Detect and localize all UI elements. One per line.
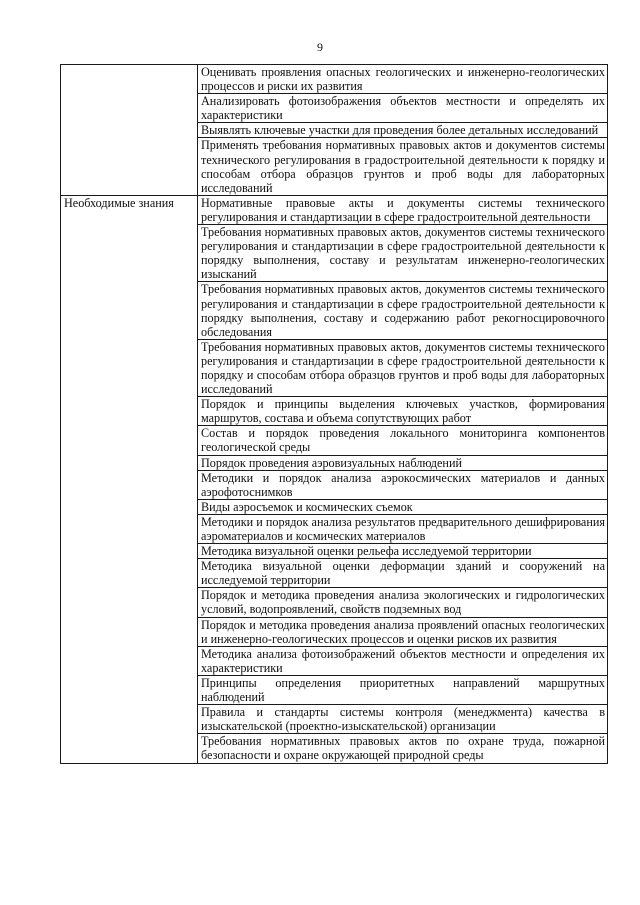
requirement-item: Нормативные правовые акты и документы системы технического регулирования и стандартизации в сфере градостроительной деятельности [198,195,608,224]
requirement-item: Выявлять ключевые участки для проведения более детальных исследований [198,123,608,138]
requirement-item: Методики и порядок анализа результатов предварительного дешифрирования аэроматериалов и космических материалов [198,514,608,543]
requirement-item: Виды аэросъемок и космических съемок [198,499,608,514]
requirement-item: Состав и порядок проведения локального мониторинга компонентов геологической среды [198,426,608,455]
requirement-item: Порядок проведения аэровизуальных наблюдений [198,455,608,470]
requirement-item: Оценивать проявления опасных геологических и инженерно-геологических процессов и риски их развития [198,65,608,94]
requirement-item: Правила и стандарты системы контроля (менеджмента) качества в изыскательской (проектно-изыскательской) организации [198,705,608,734]
requirement-item: Методика визуальной оценки рельефа исследуемой территории [198,544,608,559]
requirement-item: Требования нормативных правовых актов, документов системы технического регулирования и стандартизации в сфере градостроительной деятельности к порядку выполнения, составу и содержанию работ рекогносцировочного обследования [198,282,608,339]
requirement-item: Порядок и методика проведения анализа проявлений опасных геологических и инженерно-геологических процессов и оценки рисков их развития [198,617,608,646]
requirement-item: Требования нормативных правовых актов, документов системы технического регулирования и стандартизации в сфере градостроительной деятельности к порядку и способам отбора образцов грунтов и проб воды для лабораторных исследований [198,339,608,396]
table-row [61,65,608,94]
requirement-item: Анализировать фотоизображения объектов местности и определять их характеристики [198,94,608,123]
requirements-table-body [61,65,608,764]
page-number: 9 [317,40,323,54]
requirement-item: Требования нормативных правовых актов, документов системы технического регулирования и стандартизации в сфере градостроительной деятельности к порядку выполнения, составу и результатам инженерно-геологических изысканий [198,225,608,282]
requirement-item: Методика визуальной оценки деформации зданий и сооружений на исследуемой территории [198,559,608,588]
table-row [61,195,608,224]
requirement-item: Методика анализа фотоизображений объектов местности и определения их характеристики [198,646,608,675]
section-label [61,65,198,196]
requirement-item: Порядок и методика проведения анализа экологических и гидрологических условий, водопроявлений, свойств подземных вод [198,588,608,617]
requirement-item: Требования нормативных правовых актов по охране труда, пожарной безопасности и охране окружающей природной среды [198,734,608,763]
requirement-item: Принципы определения приоритетных направлений маршрутных наблюдений [198,675,608,704]
requirement-item: Применять требования нормативных правовых актов и документов системы технического регулирования в градостроительной деятельности к порядку и способам отбора образцов грунтов и проб воды для лабораторных исследований [198,138,608,195]
requirement-item: Методики и порядок анализа аэрокосмических материалов и данных аэрофотоснимков [198,470,608,499]
section-label: Необходимые знания [61,195,198,763]
requirement-item: Порядок и принципы выделения ключевых участков, формирования маршрутов, состава и объема сопутствующих работ [198,397,608,426]
requirements-table [60,64,608,764]
